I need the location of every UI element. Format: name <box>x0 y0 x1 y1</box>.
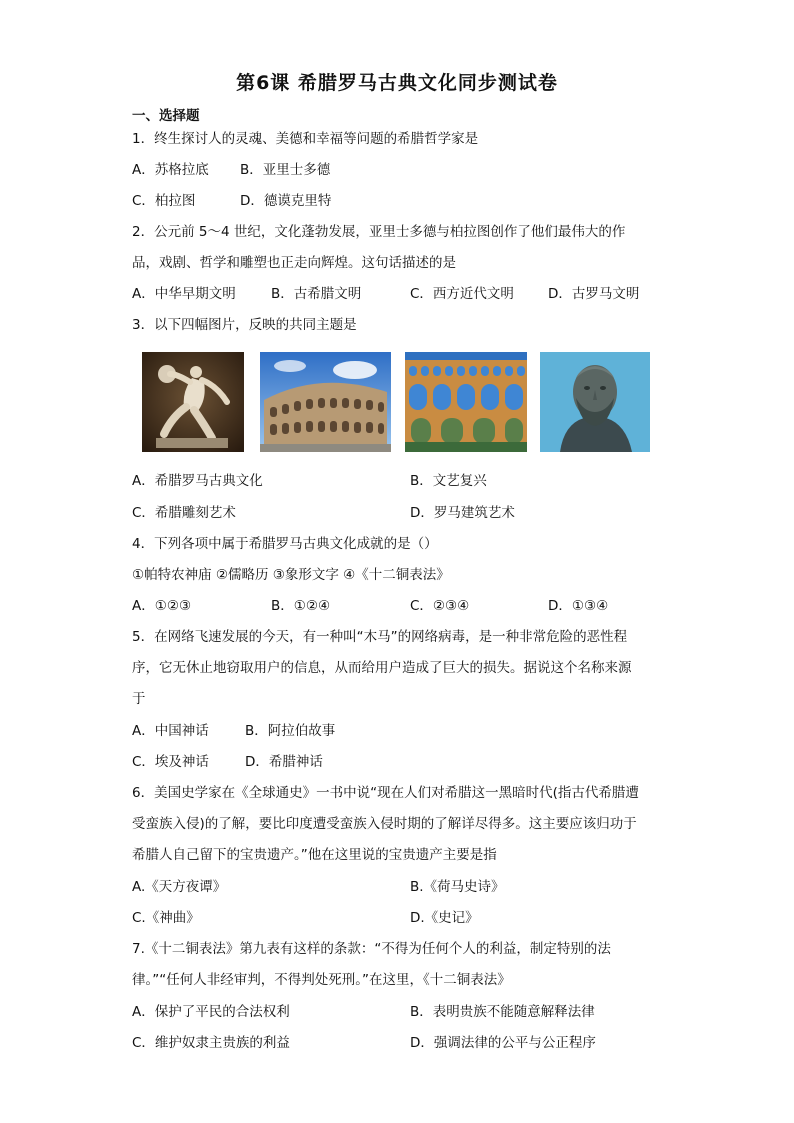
aqueduct-image <box>405 352 527 452</box>
question-2-option-b: B．古希腊文明 <box>271 286 362 302</box>
question-7-option-b: B．表明贵族不能随意解释法律 <box>410 1004 595 1020</box>
question-5-option-b: B．阿拉伯故事 <box>245 723 336 739</box>
question-5-option-c: C．埃及神话 <box>132 754 209 770</box>
question-1-option-d: D．德谟克里特 <box>240 193 332 209</box>
question-2-stem-line-1: 2．公元前 5～4 世纪，文化蓬勃发展，亚里士多德与柏拉图创作了他们最伟大的作 <box>132 224 626 240</box>
question-5-stem-line-3: 于 <box>132 691 146 707</box>
question-6-option-a: A.《天方夜谭》 <box>132 879 227 895</box>
question-5-stem-line-1: 5．在网络飞速发展的今天，有一种叫“木马”的网络病毒，是一种非常危险的恶性程 <box>132 629 628 645</box>
question-5-option-d: D．希腊神话 <box>245 754 323 770</box>
question-7-stem-line-2: 律。”“任何人非经审判，不得判处死刑。”在这里，《十二铜表法》 <box>132 972 511 988</box>
question-5-stem-line-2: 序，它无休止地窃取用户的信息，从而给用户造成了巨大的损失。据说这个名称来源 <box>132 660 632 676</box>
question-6-stem-line-1: 6．美国史学家在《全球通史》一书中说“现在人们对希腊这一黑暗时代(指古代希腊遭 <box>132 785 639 801</box>
question-7-stem-line-1: 7.《十二铜表法》第九表有这样的条款：“不得为任何个人的利益，制定特别的法 <box>132 941 611 957</box>
question-6-option-d: D.《史记》 <box>410 910 479 926</box>
question-3-option-a: A．希腊罗马古典文化 <box>132 473 263 489</box>
question-6-option-b: B.《荷马史诗》 <box>410 879 505 895</box>
question-6-stem-line-3: 希腊人自己留下的宝贵遗产。”他在这里说的宝贵遗产主要是指 <box>132 847 497 863</box>
question-4-option-d: D．①③④ <box>548 598 609 614</box>
question-3-option-d: D．罗马建筑艺术 <box>410 505 515 521</box>
question-2-stem-line-2: 品，戏剧、哲学和雕塑也正走向辉煌。这句话描述的是 <box>132 255 456 271</box>
question-5-option-a: A．中国神话 <box>132 723 209 739</box>
question-2-option-a: A．中华早期文明 <box>132 286 236 302</box>
question-3-option-b: B．文艺复兴 <box>410 473 487 489</box>
discus-thrower-image <box>142 352 244 452</box>
section-heading: 一、选择题 <box>132 108 200 124</box>
question-7-option-d: D．强调法律的公平与公正程序 <box>410 1035 596 1051</box>
colosseum-image <box>260 352 391 452</box>
question-2-option-d: D．古罗马文明 <box>548 286 640 302</box>
question-1-stem: 1．终生探讨人的灵魂、美德和幸福等问题的希腊哲学家是 <box>132 131 479 147</box>
question-3-option-c: C．希腊雕刻艺术 <box>132 505 236 521</box>
question-6-option-c: C.《神曲》 <box>132 910 200 926</box>
question-1-option-b: B．亚里士多德 <box>240 162 331 178</box>
question-7-option-a: A．保护了平民的合法权利 <box>132 1004 290 1020</box>
question-2-option-c: C．西方近代文明 <box>410 286 514 302</box>
page-title: 第6课 希腊罗马古典文化同步测试卷 <box>236 72 558 94</box>
question-4-option-a: A．①②③ <box>132 598 192 614</box>
question-4-option-c: C．②③④ <box>410 598 470 614</box>
question-1-option-c: C．柏拉图 <box>132 193 196 209</box>
question-3-stem: 3．以下四幅图片，反映的共同主题是 <box>132 317 357 333</box>
question-6-stem-line-2: 受蛮族入侵)的了解，要比印度遭受蛮族入侵时期的了解详尽得多。这主要应该归功于 <box>132 816 637 832</box>
question-1-option-a: A．苏格拉底 <box>132 162 209 178</box>
greek-bust-image <box>540 352 650 452</box>
question-4-stem: 4．下列各项中属于希腊罗马古典文化成就的是（） <box>132 536 438 552</box>
question-4-items: ①帕特农神庙 ②儒略历 ③象形文字 ④《十二铜表法》 <box>132 567 450 583</box>
question-7-option-c: C．维护奴隶主贵族的利益 <box>132 1035 290 1051</box>
question-4-option-b: B．①②④ <box>271 598 331 614</box>
